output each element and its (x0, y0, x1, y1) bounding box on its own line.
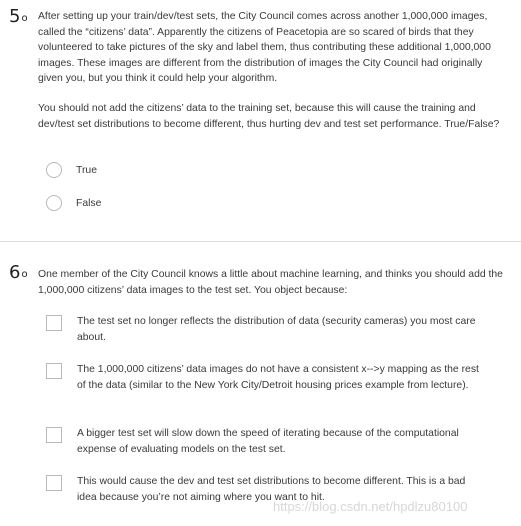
option-true-label: True (76, 164, 97, 176)
checkbox-option-4-label: This would cause the dev and test set distributions to become different. This is a bad idea because you’re not aiming where you want to hit. (77, 476, 466, 503)
checkbox-option-2-label: The 1,000,000 citizens’ data images do not have a consistent x-->y mapping as the rest of the data (similar to the New York City/Detroit housing prices example from lecture). (77, 364, 479, 391)
option-false[interactable] (46, 195, 101, 211)
radio-button[interactable] (46, 162, 62, 178)
option-false-label: False (76, 197, 102, 209)
question-6-prompt: One member of the City Council knows a little about machine learning, and thinks you should add the 1,000,000 citizens’ data images to the test set. You object because: (38, 269, 503, 296)
checkbox-option-1[interactable] (46, 314, 486, 345)
question-6-number: 6o (9, 262, 28, 283)
watermark: https://blog.csdn.net/hpdlzu80100 (273, 499, 468, 514)
question-5-paragraph-2: You should not add the citizens’ data to the training set, because this will cause the training and dev/test set distributions to become different, thus hurting dev and test set performance. True/False? (38, 103, 500, 130)
checkbox[interactable] (46, 427, 62, 443)
question-5-paragraph-1: After setting up your train/dev/test sets, the City Council comes across another 1,000,000 images, called the “citizens’ data”. Apparently the citizens of Peacetopia are so scared of birds that they volunteered to take pictures of the sky and label them, thus contributing these additional 1,000,000 images. These images are different from the distribution of images the City Council had originally given you, but you think it could help your algorithm. (38, 11, 491, 85)
checkbox-option-2[interactable] (46, 362, 486, 393)
option-true[interactable] (46, 162, 97, 178)
checkbox[interactable] (46, 363, 62, 379)
question-divider (0, 241, 521, 242)
checkbox[interactable] (46, 475, 62, 491)
checkbox-option-3-label: A bigger test set will slow down the speed of iterating because of the computational expense of evaluating models on the test set. (77, 428, 459, 455)
checkbox-option-3[interactable] (46, 426, 486, 457)
checkbox-option-1-label: The test set no longer reflects the distribution of data (security cameras) you most care about. (77, 316, 476, 343)
checkbox[interactable] (46, 315, 62, 331)
radio-button[interactable] (46, 195, 62, 211)
question-5-number: 5o (9, 6, 28, 27)
